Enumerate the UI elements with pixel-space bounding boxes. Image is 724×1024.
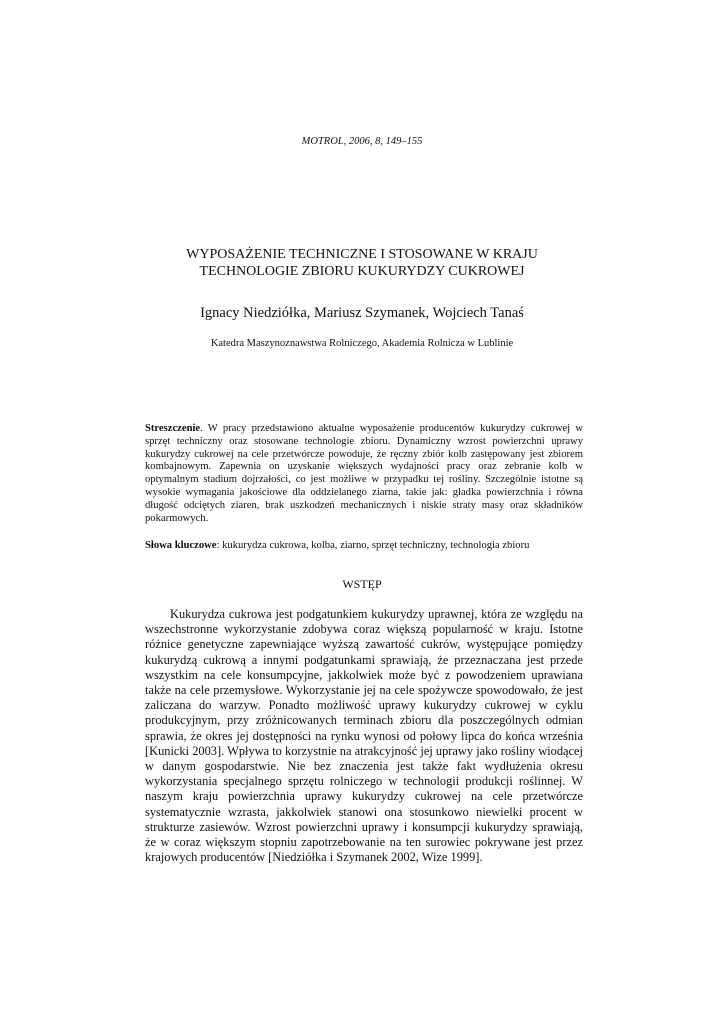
abstract-text: . W pracy przedstawiono aktualne wyposażenie producentów kukurydzy cukrowej w sprzęt techniczny oraz stosowane technologie zbioru. Dynamiczny wzrost powierzchni uprawy kukurydzy cukrowej na cele przetwórcze powoduje, że ręczny zbiór kolb zastępowany jest zbiorem kombajnowym. Zapewnia on uzyskanie większych wydajności pracy oraz zebranie kolb w optymalnym stadium dojrzałości, co jest możliwe w przypadku tej rośliny. Szczególnie istotne są wysokie wymagania jakościowe dla oddzielanego ziarna, takie jak: gładka powierzchnia i równa długość odciętych ziaren, brak uszkodzeń mechanicznych i niskie straty masy oraz składników pokarmowych. xyxy=(145,423,583,524)
body-paragraph: Kukurydza cukrowa jest podgatunkiem kukurydzy uprawnej, która ze względu na wszechstronne wykorzystanie zdobywa coraz większą popularność w kraju. Istotne różnice genetyczne zapewniające wyższą zawartość cukrów, występujące pomiędzy kukurydzą cukrową a innymi podgatunkami sprawiają, że przeznaczana jest przede wszystkim na cele konsumpcyjne, jakkolwiek może być z powodzeniem uprawiana także na cele przemysłowe. Wykorzystanie jej na cele spożywcze spowodowało, że jest zaliczana do warzyw. Ponadto możliwość uprawy kukurydzy cukrowej w cyklu produkcyjnym, przy zróżnicowanych terminach zbioru dla poszczególnych odmian sprawia, że okres jej dostępności na rynku wynosi od połowy lipca do końca września [Kunicki 2003]. Wpływa to korzystnie na atrakcyjność jej uprawy jako rośliny wiodącej w danym gospodarstwie. Nie bez znaczenia jest także fakt wydłużenia okresu wykorzystania specjalnego sprzętu rolniczego w technologii produkcji roślinnej. W naszym kraju powierzchnia uprawy kukurydzy cukrowej na cele przetwórcze systematycznie wzrasta, jakkolwiek stanowi ona stosunkowo niewielki procent w strukturze zasiewów. Wzrost powierzchni uprawy i konsumpcji kukurydzy sprawiają, że w coraz większym stopniu zapotrzebowanie na ten surowiec pokrywane jest przez krajowych producentów [Niedziółka i Szymanek 2002, Wize 1999]. xyxy=(145,607,583,865)
article-title: WYPOSAŻENIE TECHNICZNE I STOSOWANE W KRAJU TECHNOLOGIE ZBIORU KUKURYDZY CUKROWEJ xyxy=(186,247,538,279)
abstract xyxy=(145,423,583,525)
journal-citation: MOTROL, 2006, 8, 149–155 xyxy=(301,136,423,147)
keywords-text: : kukurydza cukrowa, kolba, ziarno, sprzęt techniczny, technologia zbioru xyxy=(216,540,530,551)
keywords xyxy=(145,540,583,553)
keywords-label: Słowa kluczowe xyxy=(145,540,217,551)
author-list: Ignacy Niedziółka, Mariusz Szymanek, Wojciech Tanaś xyxy=(200,305,524,321)
section-heading: WSTĘP xyxy=(342,577,382,591)
affiliation: Katedra Maszynoznawstwa Rolniczego, Akademia Rolnicza w Lublinie xyxy=(210,338,514,349)
abstract-label: Streszczenie xyxy=(145,423,201,434)
